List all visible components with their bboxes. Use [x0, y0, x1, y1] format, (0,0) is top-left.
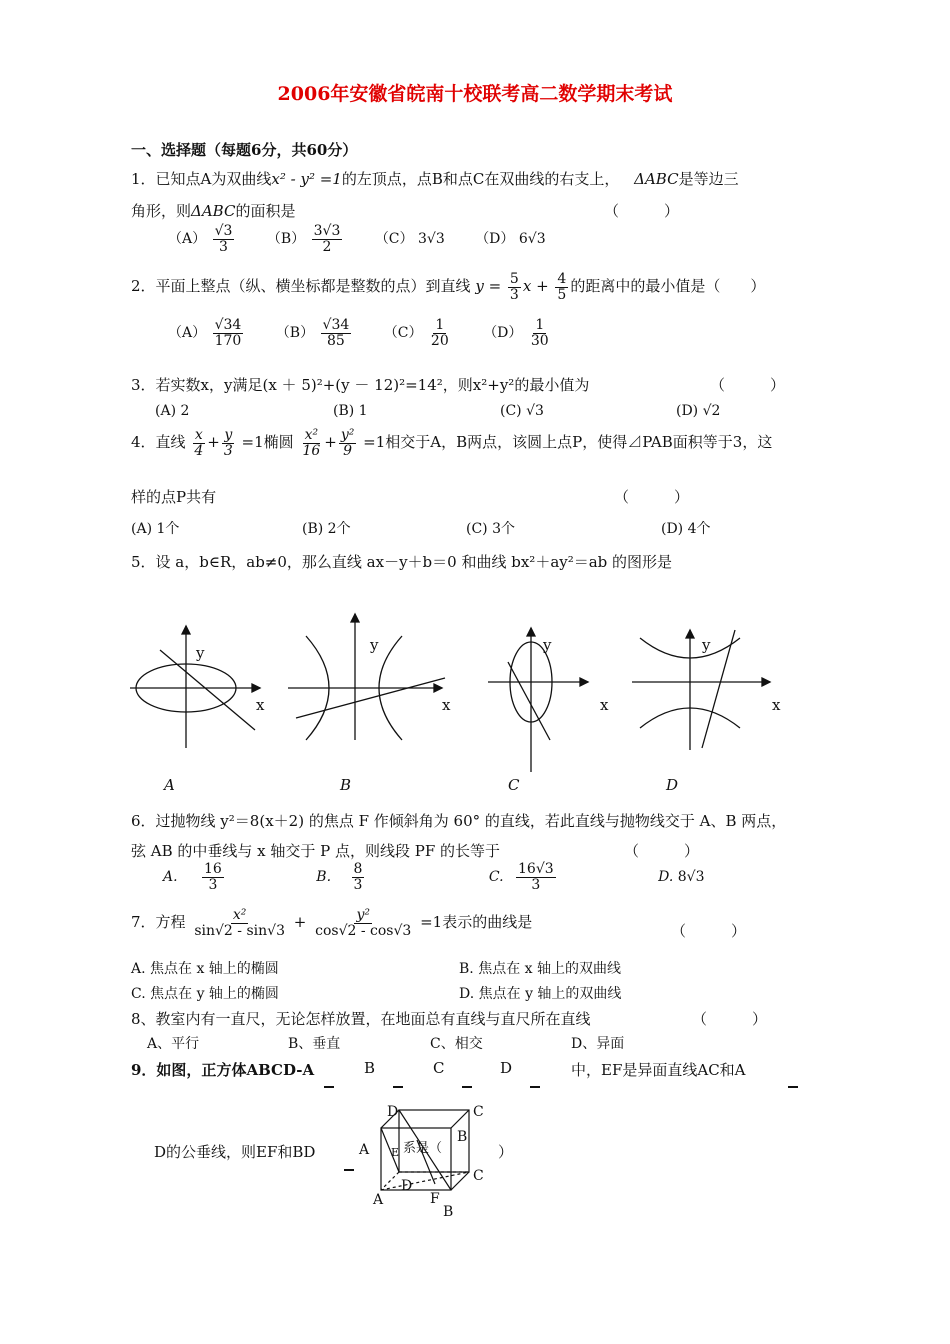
q1-opt-b-label: （B）: [266, 231, 306, 248]
q3-opt-c-label: (C): [500, 403, 522, 419]
q2-opt-a-frac: [213, 318, 244, 348]
question-2-line-1: [131, 272, 765, 302]
q1-opt-a-label: （A）: [168, 231, 207, 248]
q9-paren-tail: ）: [498, 1143, 514, 1161]
q2-a-den: 170: [214, 332, 242, 349]
question-7-line-1: 7．方程 $\frac{\text{x²}}{\sin√2 - \sin√3}$ + $\frac{\text{y²}}{\cos√2 - \cos√3}$ =1表示的曲线是: [131, 907, 533, 939]
q4-stem-a: 4．直线: [131, 433, 186, 452]
cube-label-c: C: [473, 1168, 484, 1184]
section-heading: 一、选择题（每题6分，共60分）: [131, 141, 358, 159]
q9-subscript-mark: [530, 1080, 540, 1088]
fig-d-caption: D: [666, 776, 679, 794]
q4-e-n1: x²: [304, 427, 319, 443]
q2-options: [168, 318, 553, 348]
q9-stem-a: 9．如图，正方体ABCD-A: [131, 1061, 315, 1079]
fig-c-x-label: x: [600, 696, 609, 714]
q1-opt-a-frac: [213, 224, 235, 254]
q4-plus-2: +: [324, 433, 337, 452]
q2-opt-d-frac: [529, 318, 551, 348]
q4-plus: +: [207, 433, 220, 452]
question-9-line-1: [131, 1059, 314, 1080]
q1-stem-c: 是等边三: [678, 170, 739, 188]
q6-opt-a-label: A.: [163, 869, 178, 886]
fig-b-y-label: y: [370, 636, 379, 654]
question-8-stem: 8、教室内有一直尺，无论怎样放置，在地面总有直线与直尺所在直线: [131, 1010, 591, 1028]
q3-opt-d-value: √2: [702, 403, 721, 419]
q8-opt-d: D、异面: [571, 1036, 625, 1052]
q2-c-num: 1: [435, 317, 445, 333]
fig-c-x-arrow: [580, 678, 588, 686]
fig-a-line: [160, 650, 255, 730]
q6-opt-b-frac: [352, 862, 365, 892]
q4-opt-b: (B) 2个: [302, 521, 351, 537]
cube-edge: [451, 1110, 469, 1128]
cube-hidden-edge: [381, 1172, 399, 1190]
q4-ellipse-frac-2: [339, 428, 357, 458]
q9-subscript-mark: [344, 1163, 354, 1171]
q7-answer-paren: （ ）: [671, 922, 747, 940]
fig-a-x-arrow: [252, 684, 260, 692]
q4-e-n2: y²: [340, 427, 355, 443]
q2-c-den: 20: [430, 332, 449, 349]
q2-f1-num: 5: [509, 271, 519, 287]
q4-opt-c: (C) 3个: [466, 521, 515, 537]
q4-stem-c: =1相交于A，B两点，该圆上点P，使得⊿PAB面积等于3，这: [363, 433, 773, 452]
q4-l-n2: y: [224, 427, 233, 443]
q2-frac-2: [555, 272, 568, 302]
fig-a-y-arrow: [182, 626, 190, 634]
q2-frac-1: [508, 272, 521, 302]
question-6-line-2: 弦 AB 的中垂线与 x 轴交于 P 点，则线段 PF 的长等于: [131, 842, 501, 860]
q1-opt-c-label: （C）: [374, 231, 414, 248]
q9-subscript-mark: [393, 1080, 403, 1088]
fig-b-line: [296, 678, 445, 718]
q3-opt-c: [500, 403, 544, 419]
q6-opt-d-label: D.: [658, 869, 674, 886]
fig-d-x-arrow: [762, 678, 770, 686]
q2-d-num: 1: [535, 317, 545, 333]
q6-opt-a-frac: [202, 862, 224, 892]
q9-d1: D: [500, 1059, 513, 1077]
q2-f1-den: 3: [509, 286, 519, 303]
question-6-line-1: 6．过抛物线 y²＝8(x＋2) 的焦点 F 作倾斜角为 60° 的直线，若此直线与抛物线交于 A、B 两点，: [131, 812, 787, 830]
q9-b1: B: [364, 1059, 376, 1077]
q1-line2b: 的面积是: [235, 202, 296, 220]
q2-opt-b-frac: [321, 318, 352, 348]
q5-figures: [0, 600, 950, 794]
q2-a-num: √34: [214, 317, 242, 333]
q7-stem-a: 7．方程: [131, 913, 186, 932]
fig-a-caption: A: [164, 776, 175, 794]
q9-c1: C: [433, 1059, 445, 1077]
q6-b-num: 8: [353, 861, 363, 877]
figure-c: [488, 628, 588, 772]
cube-overlap-text: 系是（: [403, 1141, 443, 1156]
q1-b-den: 2: [322, 238, 332, 255]
q9-line-2: D的公垂线，则EF和BD: [154, 1143, 316, 1161]
cube-label-a: A: [373, 1192, 384, 1208]
q4-opt-a: (A) 1个: [131, 521, 180, 537]
q1-answer-paren: （ ）: [604, 202, 680, 220]
q1-stem-b: 的左顶点，点B和点C在双曲线的右支上，: [341, 170, 620, 188]
figure-b: [288, 614, 445, 740]
q4-opt-d: (D) 4个: [661, 521, 711, 537]
q9-subscript-mark: [788, 1080, 798, 1088]
q4-e-d2: 9: [343, 442, 353, 459]
q7-frac-1: [192, 908, 287, 938]
q6-c-num: 16√3: [518, 861, 554, 877]
q1-stem-a: 1．已知点A为双曲线: [131, 170, 272, 188]
figure-d: [632, 630, 770, 750]
q2-opt-c-frac: [429, 318, 451, 348]
fig-c-y-label: y: [543, 636, 552, 654]
cube-label-d1: D: [387, 1104, 399, 1120]
fig-c-y-arrow: [527, 628, 535, 636]
q1-opt-c-value: 3√3: [417, 231, 445, 248]
q1-b-num: 3√3: [313, 223, 341, 239]
fig-d-y-arrow: [686, 630, 694, 638]
q8-opt-a: A、平行: [147, 1036, 200, 1052]
q6-a-num: 16: [204, 861, 222, 877]
q2-d-den: 30: [530, 332, 549, 349]
q4-l-n1: x: [194, 427, 203, 443]
q4-l-d2: 3: [223, 442, 233, 459]
q6-opt-c-label: C.: [488, 869, 504, 886]
q4-line-frac-1: [192, 428, 205, 458]
q4-e-d1: 16: [302, 442, 321, 459]
q1-opt-b-frac: [312, 224, 343, 254]
cube-front-face: [381, 1128, 451, 1190]
question-4-line-1: [131, 428, 772, 458]
question-1-line-2: [131, 200, 295, 221]
q6-b-den: 3: [353, 876, 363, 893]
q2-b-num: √34: [322, 317, 350, 333]
q3-opt-c-value: √3: [526, 403, 544, 419]
cube-label-e: E: [391, 1146, 400, 1159]
q7-d1: sin√2 - sin√3: [194, 922, 285, 939]
q2-opt-b-label: （B）: [275, 325, 315, 342]
q4-stem-b: =1椭圆: [241, 433, 294, 452]
q7-frac-2: [313, 908, 413, 938]
q6-a-den: 3: [208, 876, 218, 893]
fig-b-x-arrow: [434, 684, 442, 692]
q3-opt-d-label: (D): [676, 403, 699, 419]
fig-d-x-label: x: [772, 696, 781, 714]
q8-opt-c: C、相交: [430, 1036, 483, 1052]
q1-a-num: √3: [214, 223, 233, 239]
q2-y-eq: y =: [475, 277, 502, 296]
q1-opt-d-label: （D）: [475, 231, 515, 248]
q9-stem-b: 中，EF是异面直线AC和A: [571, 1061, 746, 1079]
q8-answer-paren: （ ）: [692, 1010, 768, 1028]
q7-opt-b: B. 焦点在 x 轴上的双曲线: [459, 961, 621, 977]
q6-opt-c-frac: [516, 862, 556, 892]
q2-f2-num: 4: [557, 271, 567, 287]
q1-a-den: 3: [219, 238, 228, 255]
q2-x-plus: x +: [522, 277, 549, 296]
q2-stem-a: 2．平面上整点（纵、横坐标都是整数的点）到直线: [131, 277, 471, 296]
question-3-stem: 3．若实数x，y满足(x ＋ 5)²+(y － 12)²=14²，则x²+y²的最小值为: [131, 376, 590, 394]
q6-c-den: 3: [531, 876, 541, 893]
q7-n2: y²: [356, 907, 370, 923]
q3-opt-a: (A) 2: [155, 403, 190, 419]
cube-label-b1: B: [457, 1129, 468, 1145]
q6-answer-paren: （ ）: [624, 842, 700, 860]
q1-opt-d-value: 6√3: [518, 231, 546, 248]
fig-a-x-label: x: [256, 696, 265, 714]
q2-opt-c-label: （C）: [383, 325, 423, 342]
q2-opt-a-label: （A）: [168, 325, 207, 342]
cube-label-d: D: [401, 1178, 413, 1194]
q3-opt-b: (B) 1: [333, 403, 368, 419]
q1-equation: x² - y² =1: [271, 170, 342, 188]
q1-line2: 角形，则: [131, 202, 192, 220]
q2-stem-b: 的距离中的最小值是（ ）: [570, 277, 766, 296]
cube-diagonal-ac: [381, 1172, 469, 1190]
q2-f2-den: 5: [557, 286, 567, 303]
figure-a: [130, 626, 260, 748]
q2-b-den: 85: [326, 332, 345, 349]
cube-label-a1: A: [359, 1142, 370, 1158]
fig-c-caption: C: [508, 776, 520, 794]
cube-label-b: B: [443, 1204, 454, 1220]
q6-opt-b-label: B.: [316, 869, 332, 886]
q7-opt-d: D. 焦点在 y 轴上的双曲线: [459, 986, 622, 1002]
q7-opt-a: A. 焦点在 x 轴上的椭圆: [131, 961, 279, 977]
q7-d2: cos√2 - cos√3: [315, 922, 412, 939]
q7-stem-b: =1表示的曲线是: [420, 913, 533, 932]
q3-opt-d: [676, 403, 720, 419]
fig-d-y-label: y: [702, 636, 711, 654]
q9-subscript-mark: [324, 1080, 334, 1088]
cube-label-c1: C: [473, 1104, 484, 1120]
q6-opt-d-value: 8√3: [677, 869, 705, 886]
q2-opt-d-label: （D）: [483, 325, 523, 342]
q1-triangle-2: ΔABC: [191, 202, 236, 220]
fig-b-caption: B: [340, 776, 352, 794]
q1-triangle: ΔABC: [634, 170, 679, 188]
fig-c-line: [508, 662, 550, 740]
q6-options: [163, 862, 705, 892]
question-1-line-1: [131, 168, 739, 189]
q4-ellipse-frac-1: [300, 428, 322, 458]
fig-b-y-arrow: [351, 614, 359, 622]
q8-opt-b: B、垂直: [288, 1036, 341, 1052]
q4-l-d1: 4: [194, 442, 204, 459]
q7-opt-c: C. 焦点在 y 轴上的椭圆: [131, 986, 279, 1002]
q4-answer-paren: （ ）: [614, 488, 690, 506]
q4-line-frac-2: [222, 428, 235, 458]
q3-answer-paren: （ ）: [710, 376, 786, 394]
q7-n1: x²: [232, 907, 247, 923]
question-5-stem: 5．设 a，b∈R，ab≠0，那么直线 ax－y＋b＝0 和曲线 bx²＋ay²＝ab 的图形是: [131, 553, 673, 571]
page-title: 2006年安徽省皖南十校联考高二数学期末考试: [277, 83, 673, 105]
q9-subscript-mark: [462, 1080, 472, 1088]
fig-b-x-label: x: [442, 696, 451, 714]
cube-label-f: F: [430, 1191, 440, 1207]
fig-a-y-label: y: [196, 644, 205, 662]
q4-line-2: 样的点P共有: [131, 488, 217, 506]
q1-options: [168, 224, 546, 254]
